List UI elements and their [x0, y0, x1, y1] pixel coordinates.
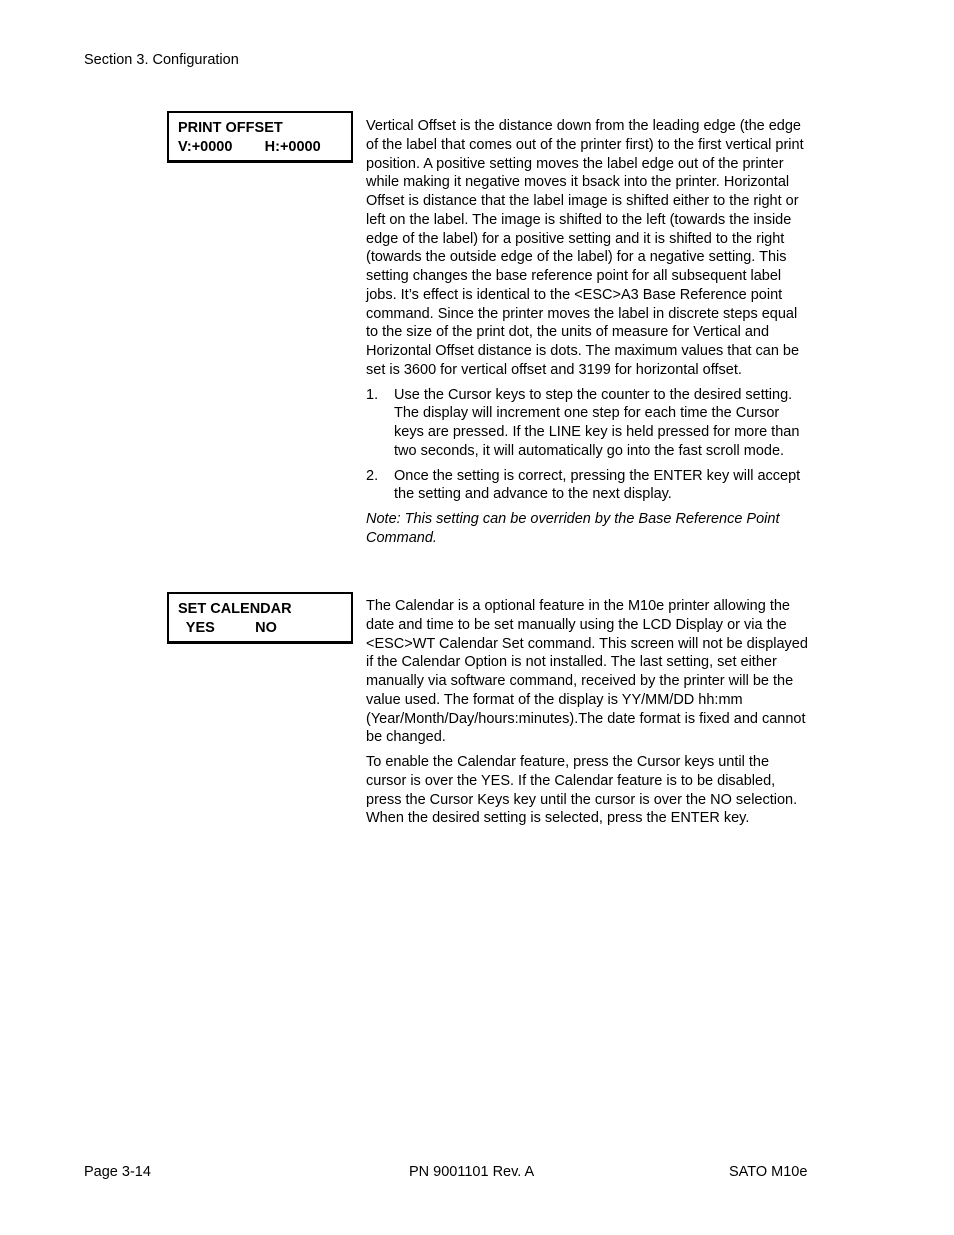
footer-page-number: Page 3-14	[84, 1164, 151, 1180]
step-item	[366, 386, 810, 461]
set-calendar-lcd-display	[167, 592, 353, 644]
lcd-line-1: PRINT OFFSET	[178, 120, 283, 136]
lcd-line-2: YES NO	[178, 619, 277, 636]
lcd-line-2: V:+0000 H:+0000	[178, 138, 321, 155]
print-offset-lcd-display	[167, 111, 353, 163]
step-text: Use the Cursor keys to step the counter to the desired setting. The display will increment one step for each time the Cursor keys are pressed. If the LINE key is held pressed for more than two seconds, it will automatically go into the fast scroll mode.	[394, 386, 800, 459]
print-offset-paragraph: Vertical Offset is the distance down from the leading edge (the edge of the label that comes out of the printer first) to the first vertical print position. A positive setting moves the label edge out of the printer while making it negative moves it bsack into the printer. Horizontal Offset is distance that the label image is shifted either to the right or left on the label. The image is shifted to the left (towards the inside edge of the label) for a positive setting and it is shifted to the right (towards the outside edge of the label) for a negative setting. This setting changes the base reference point for all subsequent label jobs. It’s effect is identical to the <ESC>A3 Base Reference point command. Since the printer moves the label in discrete steps equal to the size of the print dot, the units of measure for Vertical and Horizontal Offset distance is dots. The maximum values that can be set is 3600 for vertical offset and 3199 for horizontal offset.	[366, 118, 804, 378]
footer-product-name: SATO M10e	[729, 1164, 808, 1180]
calendar-paragraph-2: To enable the Calendar feature, press the Cursor keys until the cursor is over the YES. If the Calendar feature is to be disabled, press the Cursor Keys key until the cursor is over the NO selection. When the desired setting is selected, press the ENTER key.	[366, 754, 798, 827]
calendar-paragraph-1: The Calendar is a optional feature in the M10e printer allowing the date and time to be set manually using the LCD Display or via the <ESC>WT Calendar Set command. This screen will not be displayed if the Calendar Option is not installed. The last setting, set either manually via software command, received by the printer will be the value used. The format of the display is YY/MM/DD hh:mm (Year/Month/Day/hours:minutes).The date format is fixed and cannot be changed.	[366, 598, 808, 746]
footer-part-number: PN 9001101 Rev. A	[409, 1164, 535, 1180]
set-calendar-description	[366, 597, 810, 828]
step-number: 1.	[366, 386, 379, 403]
step-text: Once the setting is correct, pressing the ENTER key will accept the setting and advance to the next display.	[394, 467, 801, 503]
running-header: Section 3. Configuration	[84, 52, 239, 68]
print-offset-description	[366, 117, 810, 548]
step-number: 2.	[366, 467, 379, 484]
override-note: Note: This setting can be overriden by the Base Reference Point Command.	[366, 511, 780, 546]
lcd-line-1: SET CALENDAR	[178, 601, 292, 617]
step-item	[366, 467, 810, 505]
